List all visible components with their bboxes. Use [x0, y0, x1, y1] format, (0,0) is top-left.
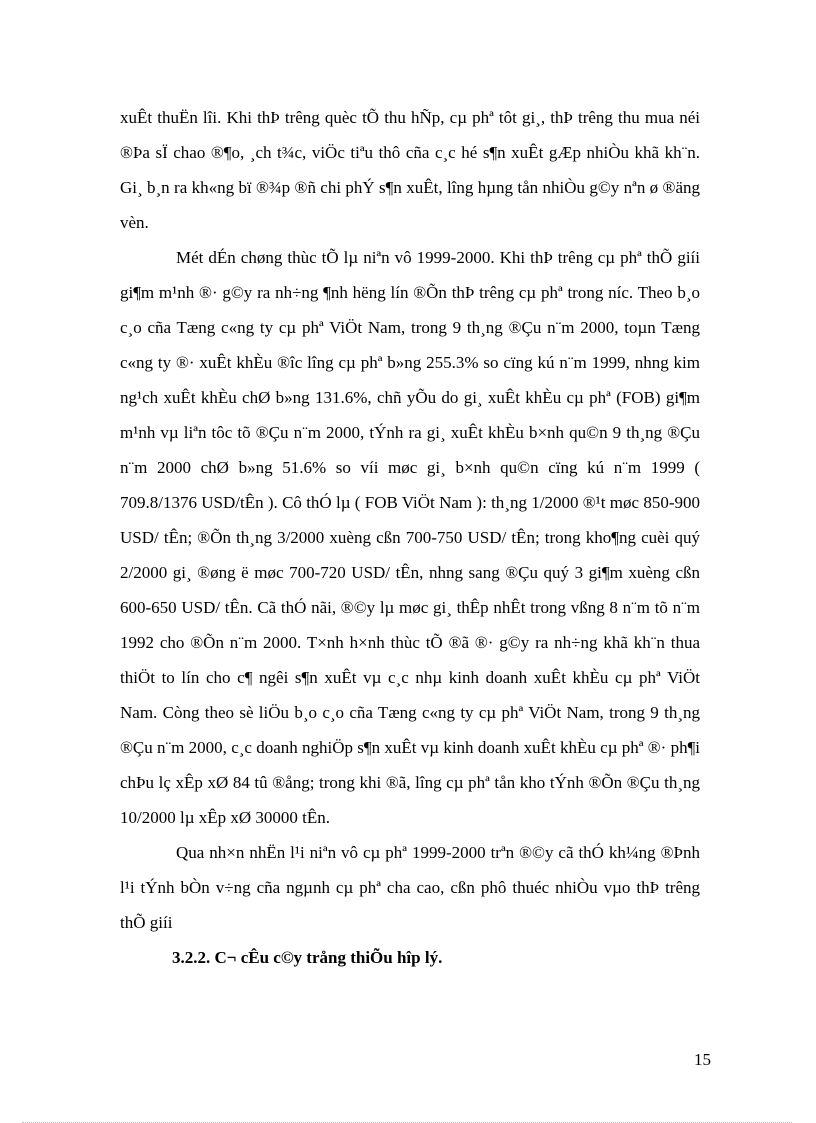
page-number: 15	[694, 1050, 711, 1069]
section-heading: 3.2.2. C¬ cÊu c©y trång thiÕu hîp lý.	[172, 948, 443, 967]
body-paragraph-3: Qua nh×n nhËn l¹i niªn vô cµ phª 1999-2000 trªn ®©y cã thÓ kh¼ng ®Þnh l¹i tÝnh bÒn v÷ng cña ngµnh cµ phª cha cao, cßn phô thuéc nhiÒu vµo thÞ trêng thÕ giíi	[120, 843, 700, 932]
body-paragraph-2: Mét dÉn chøng thùc tÕ lµ niªn vô 1999-2000. Khi thÞ trêng cµ phª thÕ giíi gi¶m m¹nh ®· g©y ra nh÷ng ¶nh hëng lín ®Õn thÞ trêng cµ phª trong níc. Theo b¸o c¸o cña Tæng c«ng ty cµ phª ViÖt Nam, trong 9 th¸ng ®Çu n¨m 2000, toµn Tæng c«ng ty ®· xuÊt khÈu ®îc lîng cµ phª b»ng 255.3% so cïng kú n¨m 1999, nhng kim ng¹ch xuÊt khÈu chØ b»ng 131.6%, chñ yÕu do gi¸ xuÊt khÈu cµ phª (FOB) gi¶m m¹nh vµ liªn tôc tõ ®Çu n¨m 2000, tÝnh ra gi¸ xuÊt khÈu b×nh qu©n 9 th¸ng ®Çu n¨m 2000 chØ b»ng 51.6% so víi møc gi¸ b×nh qu©n cïng kú n¨m 1999 ( 709.8/1376 USD/tÊn ). Cô thÓ lµ ( FOB ViÖt Nam ): th¸ng 1/2000 ®¹t møc 850-900 USD/ tÊn; ®Õn th¸ng 3/2000 xuèng cßn 700-750 USD/ tÊn; trong kho¶ng cuèi quý 2/2000 gi¸ ®øng ë møc 700-720 USD/ tÊn, nhng sang ®Çu quý 3 gi¶m xuèng cßn 600-650 USD/ tÊn. Cã thÓ nãi, ®©y lµ møc gi¸ thÊp nhÊt trong vßng 8 n¨m tõ n¨m 1992 cho ®Õn n¨m 2000. T×nh h×nh thùc tÕ ®ã ®· g©y ra nh÷ng khã kh¨n thua thiÖt to lín cho c¶ ngêi s¶n xuÊt vµ c¸c nhµ kinh doanh xuÊt khÈu cµ phª ViÖt Nam. Còng theo sè liÖu b¸o c¸o cña Tæng c«ng ty cµ phª ViÖt Nam, trong 9 th¸ng ®Çu n¨m 2000, c¸c doanh nghiÖp s¶n xuÊt vµ kinh doanh xuÊt khÈu cµ phª ®· ph¶i chÞu lç xÊp xØ 84 tû ®ång; trong khi ®ã, lîng cµ phª tån kho tÝnh ®Õn ®Çu th¸ng 10/2000 lµ xÊp xØ 30000 tÊn.	[120, 248, 700, 827]
page-body	[120, 100, 700, 975]
body-paragraph-1: xuÊt thuËn lîi. Khi thÞ trêng quèc tÕ thu hÑp, cµ phª tôt gi¸, thÞ trêng thu mua néi ®Þa sÏ chao ®¶o, ¸ch t¾c, viÖc tiªu thô cña c¸c hé s¶n xuÊt gÆp nhiÒu khã kh¨n. Gi¸ b¸n ra kh«ng bï ®¾p ®ñ chi phÝ s¶n xuÊt, lîng hµng tån nhiÒu g©y nªn ø ®äng vèn.	[120, 108, 700, 232]
